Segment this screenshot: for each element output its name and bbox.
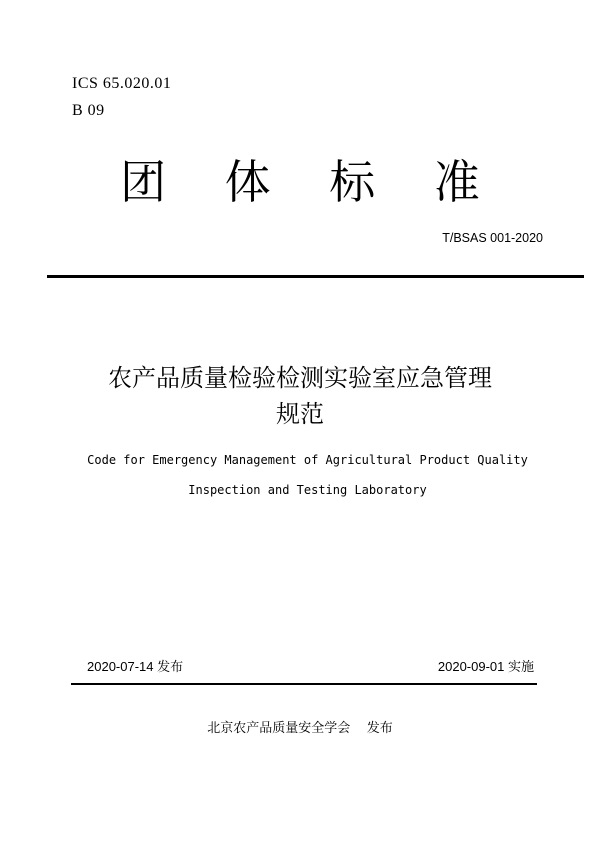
- standard-number: T/BSAS 001-2020: [442, 231, 543, 245]
- english-title-line-2: Inspection and Testing Laboratory: [188, 483, 427, 497]
- english-title-line-1: Code for Emergency Management of Agricultural Product Quality: [87, 453, 528, 467]
- bottom-divider: [71, 683, 537, 685]
- chinese-title-line-1: 农产品质量检验检测实验室应急管理: [108, 364, 492, 392]
- implementation-date: 2020-09-01 实施: [437, 659, 534, 674]
- ccs-code: B 09: [72, 102, 105, 119]
- publisher: 北京农产品质量安全学会 发布: [207, 721, 393, 736]
- issue-date: 2020-07-14 发布: [87, 659, 184, 674]
- ics-code: ICS 65.020.01: [72, 75, 172, 92]
- top-divider: [47, 275, 584, 278]
- chinese-title-line-2: 规范: [276, 400, 324, 428]
- standard-type-heading: 团 体 标 准: [120, 155, 502, 209]
